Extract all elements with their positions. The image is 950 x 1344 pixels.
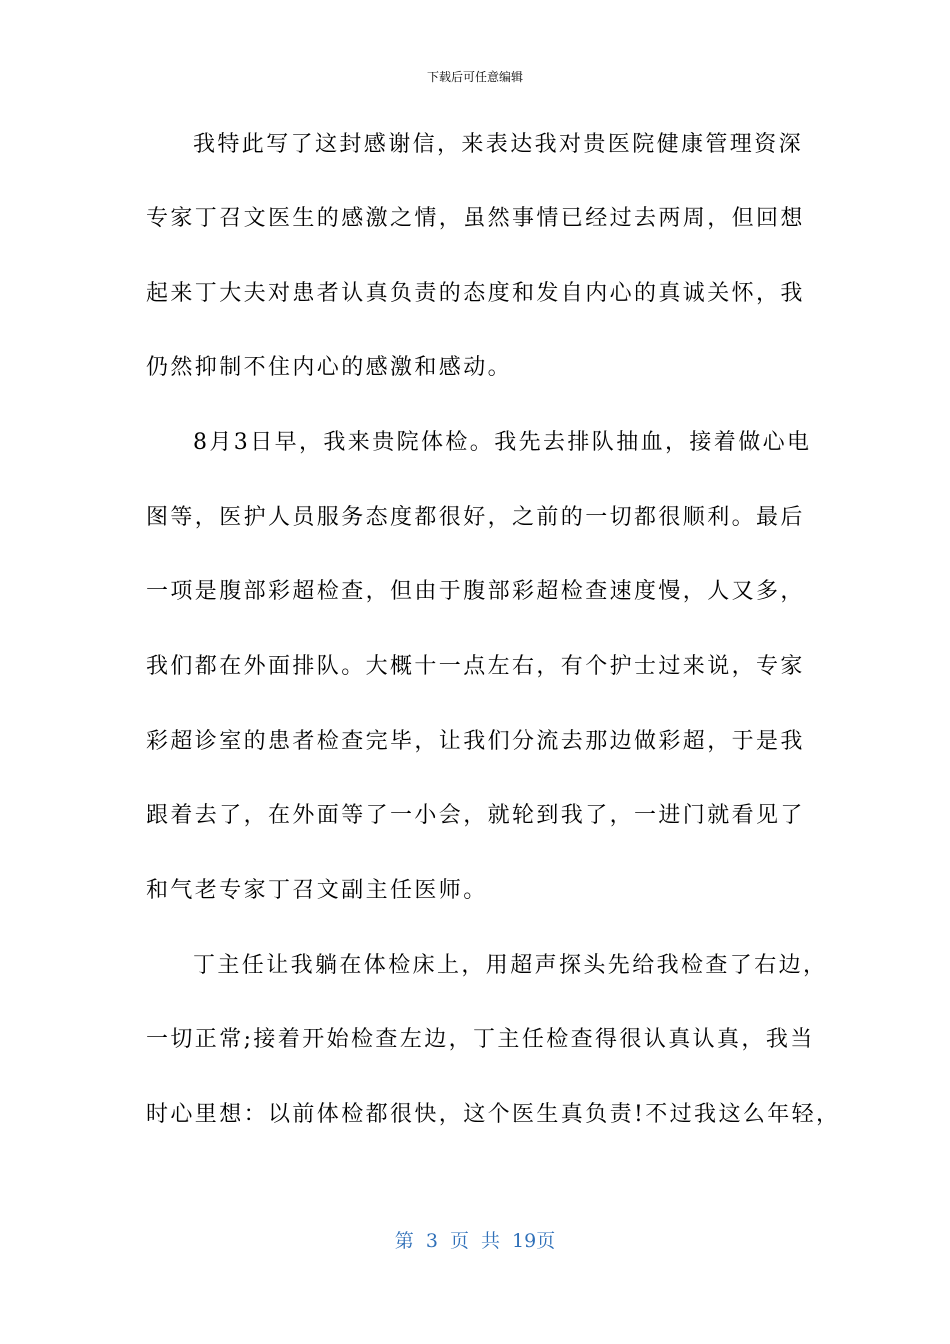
page-number-footer: 第 3 页 共 19页 [394,1230,556,1252]
paragraph-line: 跟着去了，在外面等了一小会，就轮到我了，一进门就看见了 [146,803,805,828]
paragraph-line: 仍然抑制不住内心的感激和感动。 [146,355,513,380]
paragraph-line: 8月3日早，我来贵院体检。我先去排队抽血，接着做心电 [193,430,812,455]
paragraph-line: 时心里想：以前体检都很快，这个医生真负责!不过我这么年轻， [146,1102,841,1127]
paragraph-line: 我们都在外面排队。大概十一点左右，有个护士过来说，专家 [146,654,805,679]
paragraph-line: 彩超诊室的患者检查完毕，让我们分流去那边做彩超，于是我 [146,729,805,754]
paragraph-line: 专家丁召文医生的感激之情，虽然事情已经过去两周，但回想 [146,206,805,231]
paragraph-line: 一项是腹部彩超检查，但由于腹部彩超检查速度慢，人又多， [146,579,805,604]
paragraph-line: 丁主任让我躺在体检床上，用超声探头先给我检查了右边， [193,953,828,978]
paragraph-line: 图等，医护人员服务态度都很好，之前的一切都很顺利。最后 [146,505,805,530]
paragraph-line: 和气老专家丁召文副主任医师。 [146,878,488,903]
header-note: 下载后可任意编辑 [426,70,523,84]
paragraph-line: 我特此写了这封感谢信，来表达我对贵医院健康管理资深 [193,132,804,157]
paragraph-line: 起来丁大夫对患者认真负责的态度和发自内心的真诚关怀，我 [146,281,805,306]
paragraph-line: 一切正常;接着开始检查左边，丁主任检查得很认真认真，我当 [146,1027,815,1052]
